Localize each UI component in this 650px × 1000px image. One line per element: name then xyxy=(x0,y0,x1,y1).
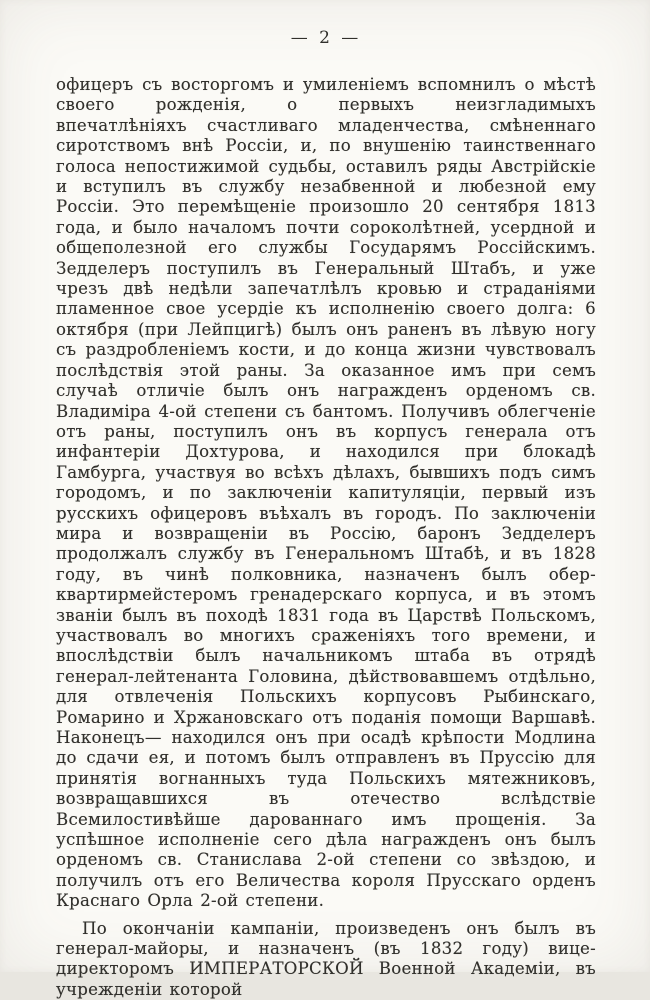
page-number: — 2 — xyxy=(290,28,362,48)
paragraph-continued-from-previous-page: офицеръ съ восторгомъ и умиленіемъ вспомнилъ о мѣстѣ своего рожденія, о первыхъ неизгладимыхъ впечатлѣніяхъ счастливаго младенчества, смѣненнаго сиротствомъ внѣ Россіи, и, по внушенію таинственнаго голоса непостижимой судьбы, оставилъ ряды Австрійскіе и вступилъ въ службу незабвенной и любезной ему Россіи. Это перемѣщеніе произошло 20 сентября 1813 года, и было началомъ почти сороколѣтней, усердной и общеполезной его службы Государямъ Россійскимъ. Зедделеръ поступилъ въ Генеральный Штабъ, и уже чрезъ двѣ недѣли запечатлѣлъ кровью и страданіями пламенное свое усердіе къ исполненію своего долга: 6 октября (при Лейпцигѣ) былъ онъ раненъ въ лѣвую ногу съ раздробленіемъ кости, и до конца жизни чувствовалъ послѣдствія этой раны. За оказанное имъ при семъ случаѣ отличіе былъ онъ награжденъ орденомъ св. Владиміра 4-ой степени съ бантомъ. Получивъ облегченіе отъ раны, поступилъ онъ въ корпусъ генерала отъ инфантеріи Дохтурова, и находился при блокадѣ Гамбурга, участвуя во всѣхъ дѣлахъ, бывшихъ подъ симъ городомъ, и по заключеніи капитуляціи, первый изъ русскихъ офицеровъ въѣхалъ въ городъ. По заключеніи мира и возвращеніи въ Россію, баронъ Зедделеръ продолжалъ службу въ Генеральномъ Штабѣ, и въ 1828 году, въ чинѣ полковника, назначенъ былъ обер-квартирмейстеромъ гренадерскаго корпуса, и въ этомъ званіи былъ въ походѣ 1831 года въ Царствѣ Польскомъ, участвовалъ во многихъ сраженіяхъ того времени, и впослѣдствіи былъ начальникомъ штаба въ отрядѣ генерал-лейтенанта Головина, дѣйствовавшемъ отдѣльно, для отвлеченія Польскихъ корпусовъ Рыбинскаго, Ромарино и Хржановскаго отъ поданія помощи Варшавѣ. Наконецъ— находился онъ при осадѣ крѣпости Модлина до сдачи ея, и потомъ былъ отправленъ въ Пруссію для принятія вогнанныхъ туда Польскихъ мятежниковъ, возвращавшихся въ отечество вслѣдствіе Всемилостивѣйше дарованнаго имъ прощенія. За успѣшное исполненіе сего дѣла награжденъ онъ былъ орденомъ св. Станислава 2-ой степени со звѣздою, и получилъ отъ его Величества короля Прусскаго орденъ Краснаго Орла 2-ой степени. xyxy=(56,75,596,911)
paragraph: По окончаніи кампаніи, произведенъ онъ былъ въ генерал-майоры, и назначенъ (въ 1832 году) вице-директоромъ ИМПЕРАТОРСКОЙ Военной Академіи, въ учрежденіи которой xyxy=(56,918,596,999)
page-body xyxy=(56,75,596,1000)
